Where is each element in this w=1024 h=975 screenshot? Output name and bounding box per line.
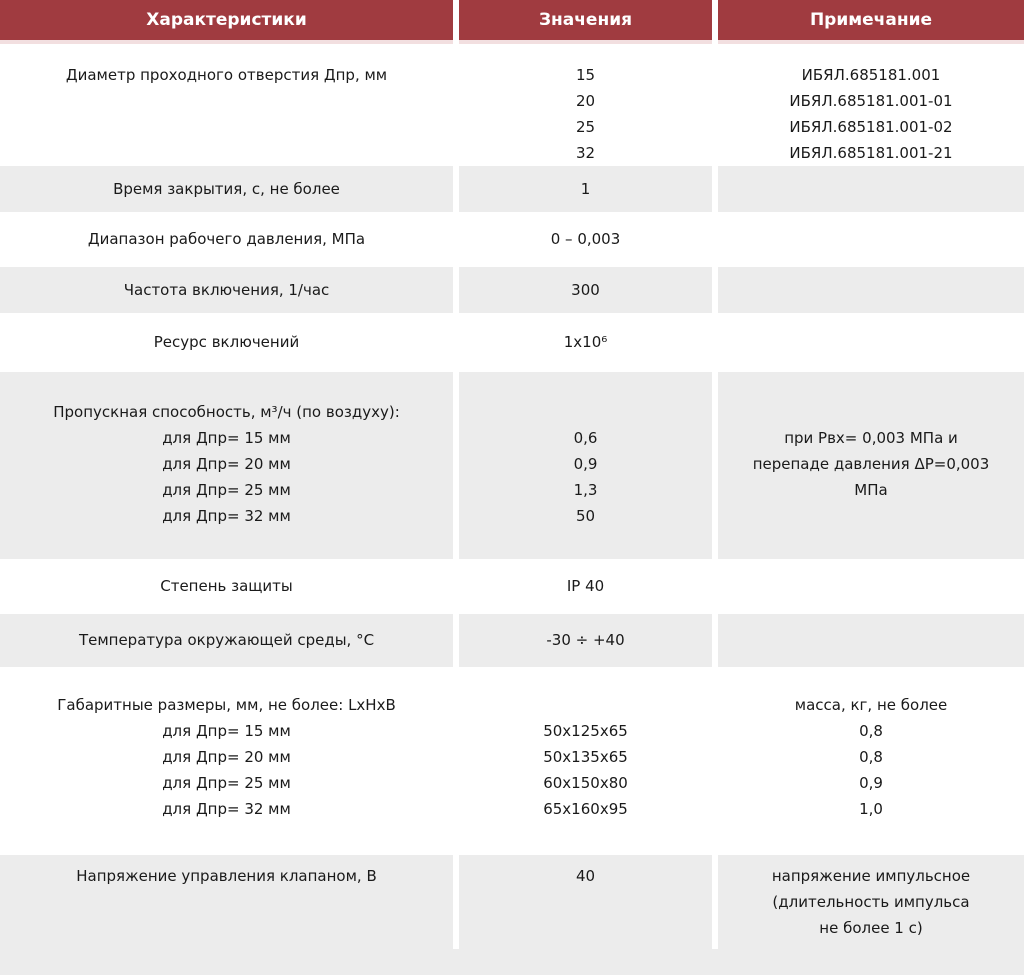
spec-table-header	[0, 0, 1024, 44]
cell-values	[459, 855, 712, 949]
cell-line: 0,8	[859, 722, 883, 740]
cell-characteristic	[0, 212, 453, 267]
cell-note	[718, 855, 1024, 949]
cell-note	[718, 614, 1024, 667]
cell-line: Частота включения, 1/час	[123, 281, 330, 299]
cell-line: 20	[575, 92, 596, 110]
cell-values	[459, 667, 712, 855]
cell-note	[718, 212, 1024, 267]
cell-line: напряжение импульсное	[771, 867, 971, 885]
header-col-note: Примечание	[718, 0, 1024, 44]
cell-line	[718, 399, 1024, 425]
cell-line: для Дпр= 32 мм	[162, 507, 291, 525]
cell-line: ИБЯЛ.685181.001	[801, 66, 941, 84]
cell-line: 300	[571, 281, 600, 299]
cell-characteristic	[0, 313, 453, 372]
header-col-characteristics: Характеристики	[0, 0, 453, 44]
cell-line: Ресурс включений	[153, 333, 300, 351]
cell-line	[459, 399, 712, 425]
cell-note	[718, 44, 1024, 166]
cell-values	[459, 559, 712, 614]
cell-line: 0,8	[859, 748, 883, 766]
cell-line: перепаде давления ΔР=0,003	[752, 455, 990, 473]
cell-line: для Дпр= 25 мм	[162, 774, 291, 792]
cell-values	[459, 267, 712, 313]
cell-characteristic	[0, 44, 453, 166]
cell-line: 1,3	[573, 481, 598, 499]
cell-characteristic	[0, 855, 453, 949]
cell-line: при Рвх= 0,003 МПа и	[784, 429, 958, 447]
cell-line: 0,6	[573, 429, 598, 447]
cell-line: 1	[580, 180, 591, 198]
table-row	[0, 667, 1024, 855]
cell-line: для Дпр= 32 мм	[162, 800, 291, 818]
cell-line: Напряжение управления клапаном, В	[76, 867, 377, 885]
header-col-values: Значения	[459, 0, 712, 44]
cell-line: МПа	[854, 481, 888, 499]
table-row	[0, 559, 1024, 614]
table-row	[0, 44, 1024, 166]
cell-line: 1x10⁶	[563, 333, 608, 351]
cell-line: не более 1 с)	[819, 919, 923, 937]
cell-line: -30 ÷ +40	[546, 631, 625, 649]
cell-values	[459, 212, 712, 267]
cell-line: масса, кг, не более	[794, 696, 948, 714]
table-row	[0, 267, 1024, 313]
cell-line: (длительность импульса	[772, 893, 970, 911]
cell-values	[459, 614, 712, 667]
cell-values	[459, 44, 712, 166]
cell-line: 65x160x95	[543, 800, 628, 818]
cell-line: для Дпр= 20 мм	[162, 455, 291, 473]
cell-line: 60x150x80	[543, 774, 628, 792]
cell-line: 0 – 0,003	[550, 230, 621, 248]
spec-table-body	[0, 44, 1024, 949]
cell-line: 25	[575, 118, 596, 136]
cell-characteristic	[0, 166, 453, 212]
cell-line: 50x135x65	[543, 748, 628, 766]
cell-note	[718, 166, 1024, 212]
cell-line: для Дпр= 25 мм	[162, 481, 291, 499]
cell-line: Пропускная способность, м³/ч (по воздуху):	[53, 403, 400, 421]
cell-characteristic	[0, 667, 453, 855]
cell-line: Габаритные размеры, мм, не более: LxHxB	[57, 696, 396, 714]
cell-values	[459, 166, 712, 212]
cell-values	[459, 372, 712, 559]
table-row	[0, 372, 1024, 559]
page-footer-strip	[0, 949, 1024, 975]
cell-line: 15	[575, 66, 596, 84]
cell-characteristic	[0, 559, 453, 614]
table-row	[0, 614, 1024, 667]
cell-note	[718, 372, 1024, 559]
cell-line: 40	[575, 867, 596, 885]
cell-line: ИБЯЛ.685181.001-01	[789, 92, 953, 110]
cell-values	[459, 313, 712, 372]
cell-line: Степень защиты	[160, 577, 293, 595]
cell-line: Время закрытия, с, не более	[113, 180, 340, 198]
cell-line: Диапазон рабочего давления, МПа	[87, 230, 366, 248]
cell-line: для Дпр= 20 мм	[162, 748, 291, 766]
cell-line: 50	[575, 507, 596, 525]
table-row	[0, 166, 1024, 212]
cell-characteristic	[0, 614, 453, 667]
table-row	[0, 313, 1024, 372]
cell-line: 50x125x65	[543, 722, 628, 740]
table-row	[0, 855, 1024, 949]
cell-line: для Дпр= 15 мм	[162, 722, 291, 740]
cell-line: 0,9	[859, 774, 883, 792]
cell-note	[718, 667, 1024, 855]
cell-note	[718, 267, 1024, 313]
cell-line	[459, 692, 712, 718]
cell-note	[718, 313, 1024, 372]
cell-line: Диаметр проходного отверстия Дпр, мм	[65, 66, 388, 84]
cell-line: 32	[575, 144, 596, 162]
cell-characteristic	[0, 267, 453, 313]
cell-line: 0,9	[573, 455, 598, 473]
cell-line: ИБЯЛ.685181.001-02	[789, 118, 953, 136]
cell-note	[718, 559, 1024, 614]
cell-line: ИБЯЛ.685181.001-21	[789, 144, 953, 162]
cell-line: для Дпр= 15 мм	[162, 429, 291, 447]
table-row	[0, 212, 1024, 267]
cell-line: 1,0	[859, 800, 883, 818]
cell-line: Температура окружающей среды, °С	[78, 631, 375, 649]
cell-line: IP 40	[566, 577, 605, 595]
cell-characteristic	[0, 372, 453, 559]
